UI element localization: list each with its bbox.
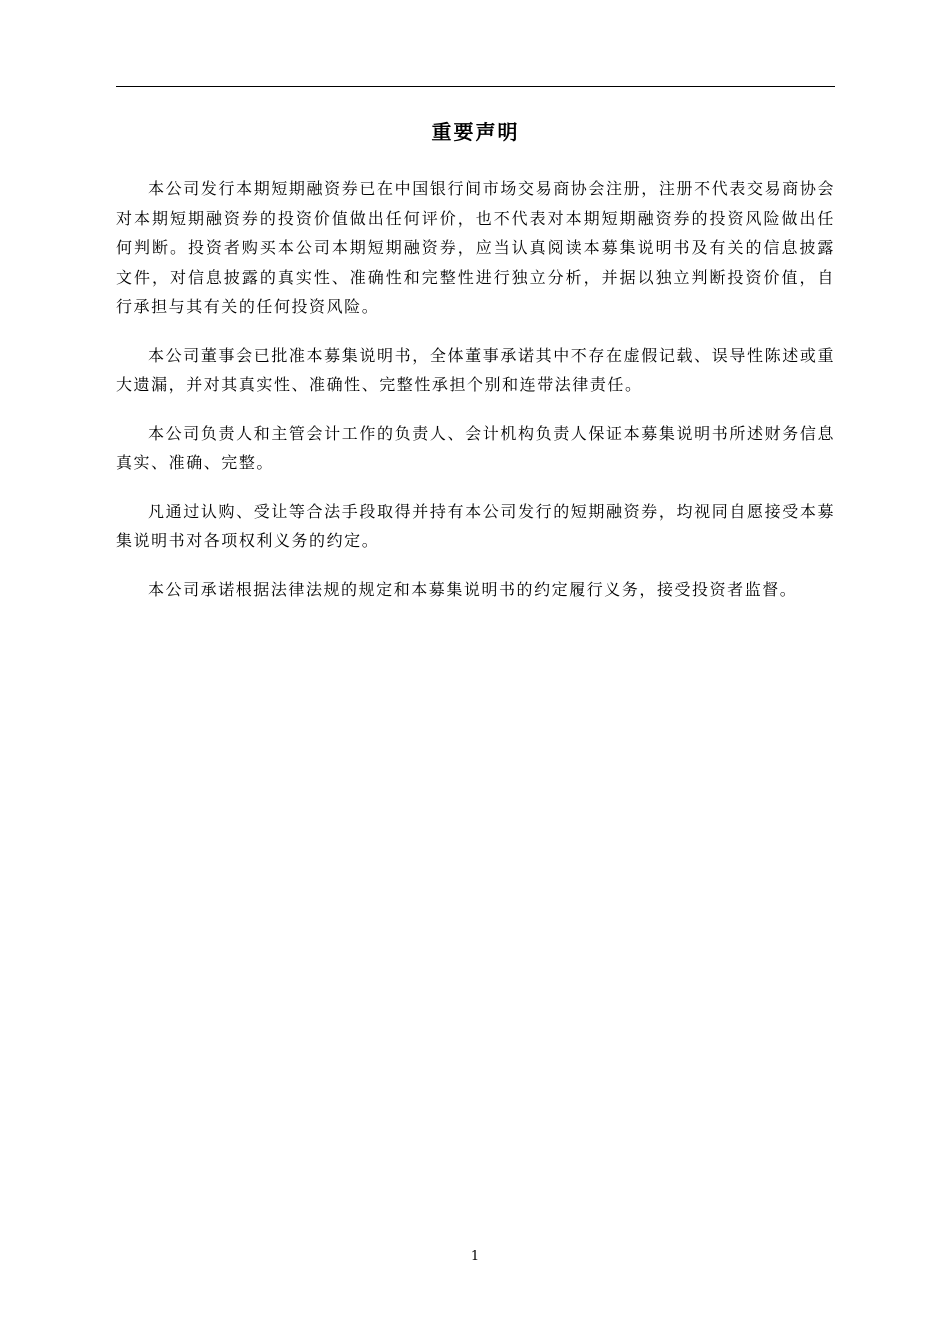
paragraph-investor-acceptance: 凡通过认购、受让等合法手段取得并持有本公司发行的短期融资券，均视同自愿接受本募集说明书对各项权利义务的约定。	[116, 501, 835, 550]
paragraph-board-approval: 本公司董事会已批准本募集说明书，全体董事承诺其中不存在虚假记载、误导性陈述或重大遗漏，并对其真实性、准确性、完整性承担个别和连带法律责任。	[116, 345, 835, 394]
page-number: 1	[470, 1249, 480, 1264]
paragraph-company-commitment: 本公司承诺根据法律法规的规定和本募集说明书的约定履行义务，接受投资者监督。	[148, 579, 798, 599]
page-title: 重要声明	[431, 120, 520, 144]
statement-body	[116, 174, 835, 623]
paragraph-financial-guarantee: 本公司负责人和主管会计工作的负责人、会计机构负责人保证本募集说明书所述财务信息真实、准确、完整。	[116, 423, 835, 472]
header-rule	[116, 86, 835, 87]
paragraph-registration: 本公司发行本期短期融资券已在中国银行间市场交易商协会注册，注册不代表交易商协会对本期短期融资券的投资价值做出任何评价，也不代表对本期短期融资券的投资风险做出任何判断。投资者购买本公司本期短期融资券，应当认真阅读本募集说明书及有关的信息披露文件，对信息披露的真实性、准确性和完整性进行独立分析，并据以独立判断投资价值，自行承担与其有关的任何投资风险。	[116, 179, 835, 316]
